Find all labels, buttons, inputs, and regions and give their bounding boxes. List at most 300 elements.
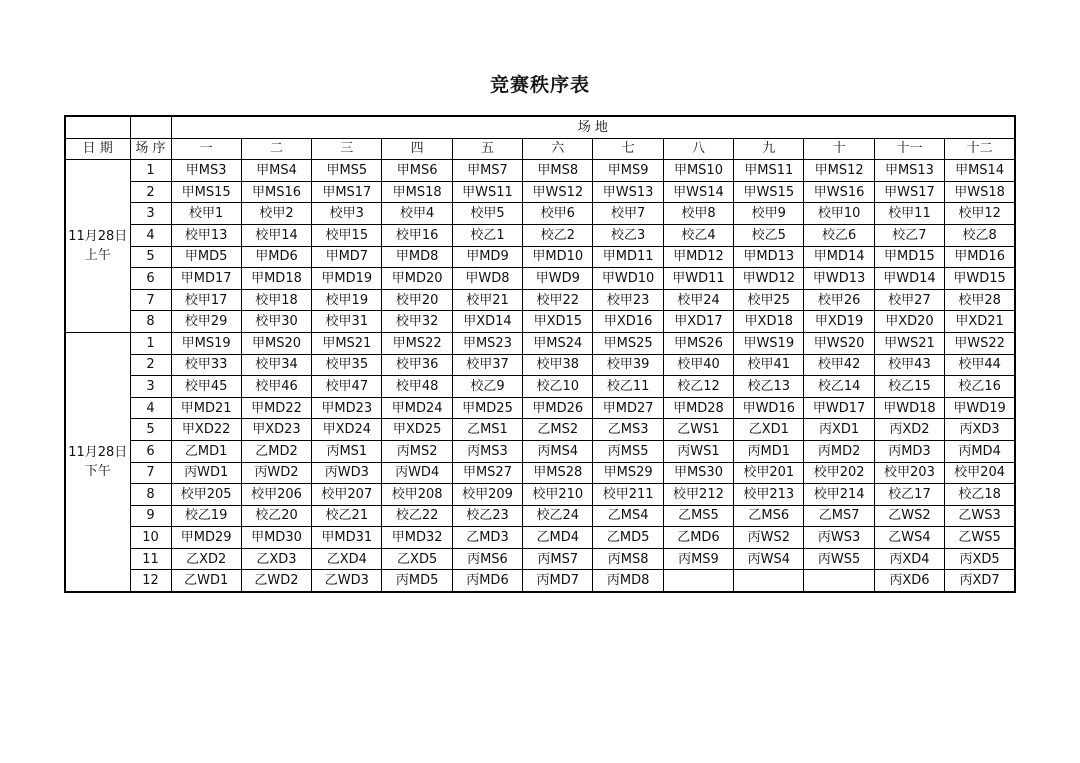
match-cell: 甲WS18 [945,181,1015,203]
match-cell: 甲MD28 [663,397,733,419]
match-cell: 校甲34 [241,354,311,376]
match-cell: 校乙14 [804,376,874,398]
match-cell: 甲MS19 [171,332,241,354]
match-cell: 甲XD25 [382,419,452,441]
match-cell: 丙XD6 [874,570,944,592]
match-cell: 甲MD25 [452,397,522,419]
schedule-row [65,268,1015,290]
match-cell: 校甲47 [312,376,382,398]
match-cell: 校甲38 [523,354,593,376]
match-cell: 校甲24 [663,289,733,311]
schedule-row [65,548,1015,570]
match-cell: 甲WS19 [734,332,804,354]
match-cell: 甲MD30 [241,527,311,549]
match-cell: 校乙15 [874,376,944,398]
match-cell: 甲MD16 [945,246,1015,268]
match-cell: 乙MS2 [523,419,593,441]
match-cell: 甲MS7 [452,160,522,182]
match-cell: 甲WD13 [804,268,874,290]
match-cell: 甲XD15 [523,311,593,333]
match-cell: 甲WD11 [663,268,733,290]
order-number: 10 [130,527,171,549]
schedule-row [65,332,1015,354]
match-cell: 甲WD12 [734,268,804,290]
match-cell: 乙XD1 [734,419,804,441]
match-cell: 甲MS25 [593,332,663,354]
match-cell: 校甲210 [523,484,593,506]
match-cell: 甲WS13 [593,181,663,203]
match-cell: 校乙20 [241,505,311,527]
match-cell: 乙WS3 [945,505,1015,527]
match-cell: 丙WD4 [382,462,452,484]
match-cell: 丙MS8 [593,548,663,570]
match-cell: 校乙5 [734,224,804,246]
match-cell: 丙XD7 [945,570,1015,592]
match-cell: 乙MD2 [241,440,311,462]
match-cell: 校甲28 [945,289,1015,311]
match-cell: 甲MS24 [523,332,593,354]
order-number: 2 [130,354,171,376]
schedule-row [65,505,1015,527]
schedule-row [65,311,1015,333]
match-cell: 丙WS1 [663,440,733,462]
session-period: 下午 [84,464,111,479]
match-cell: 甲MS15 [171,181,241,203]
match-cell: 校甲214 [804,484,874,506]
venue-header: 场 地 [171,116,1015,138]
match-cell: 校甲203 [874,462,944,484]
order-number: 7 [130,462,171,484]
match-cell: 丙MD4 [945,440,1015,462]
match-cell: 校甲212 [663,484,733,506]
match-cell: 甲XD18 [734,311,804,333]
match-cell: 甲MS26 [663,332,733,354]
court-header: 九 [734,138,804,160]
match-cell: 甲MD32 [382,527,452,549]
match-cell: 甲XD20 [874,311,944,333]
match-cell: 丙MD2 [804,440,874,462]
court-header: 二 [241,138,311,160]
blank-header-cell [130,116,171,138]
match-cell: 校乙17 [874,484,944,506]
match-cell: 校乙2 [523,224,593,246]
match-cell: 校甲11 [874,203,944,225]
match-cell: 校甲10 [804,203,874,225]
match-cell: 校甲46 [241,376,311,398]
match-cell: 校甲20 [382,289,452,311]
match-cell: 校甲4 [382,203,452,225]
match-cell: 丙WD2 [241,462,311,484]
match-cell: 甲MD9 [452,246,522,268]
order-number: 5 [130,419,171,441]
match-cell: 甲MS6 [382,160,452,182]
match-cell: 丙MD3 [874,440,944,462]
schedule-row [65,484,1015,506]
match-cell: 丙MS3 [452,440,522,462]
match-cell: 校甲12 [945,203,1015,225]
match-cell: 甲MD29 [171,527,241,549]
match-cell: 校甲33 [171,354,241,376]
match-cell: 校甲3 [312,203,382,225]
order-number: 3 [130,376,171,398]
match-cell: 甲MS16 [241,181,311,203]
match-cell: 乙MD6 [663,527,733,549]
match-cell: 丙MS7 [523,548,593,570]
match-cell: 校甲23 [593,289,663,311]
match-cell: 甲MS5 [312,160,382,182]
match-cell: 乙MD4 [523,527,593,549]
match-cell: 甲WS20 [804,332,874,354]
match-cell: 校乙7 [874,224,944,246]
order-number: 11 [130,548,171,570]
match-cell: 丙WS2 [734,527,804,549]
match-cell: 校甲14 [241,224,311,246]
page-title: 竞赛秩序表 [489,74,590,96]
match-cell: 校甲206 [241,484,311,506]
match-cell: 甲WD16 [734,397,804,419]
match-cell: 校甲26 [804,289,874,311]
match-cell: 乙MS5 [663,505,733,527]
court-header: 四 [382,138,452,160]
match-cell: 甲MS20 [241,332,311,354]
match-cell: 甲MS8 [523,160,593,182]
match-cell: 校乙22 [382,505,452,527]
match-cell: 丙WS5 [804,548,874,570]
match-cell: 丙MS2 [382,440,452,462]
court-header: 八 [663,138,733,160]
schedule-row [65,160,1015,182]
match-cell: 校甲41 [734,354,804,376]
court-header-row [65,138,1015,160]
match-cell: 校甲18 [241,289,311,311]
match-cell: 校乙6 [804,224,874,246]
match-cell: 甲MD19 [312,268,382,290]
match-cell: 甲MS9 [593,160,663,182]
match-cell: 甲WS11 [452,181,522,203]
match-cell: 校甲202 [804,462,874,484]
match-cell: 校甲2 [241,203,311,225]
match-cell: 乙MS7 [804,505,874,527]
match-cell: 校甲30 [241,311,311,333]
match-cell: 丙MS5 [593,440,663,462]
match-cell: 校甲42 [804,354,874,376]
match-cell: 甲MS29 [593,462,663,484]
session-date-cell [65,332,130,592]
match-cell: 甲MS10 [663,160,733,182]
match-cell: 校甲36 [382,354,452,376]
order-number: 1 [130,332,171,354]
order-header: 场 序 [130,138,171,160]
match-cell: 校甲17 [171,289,241,311]
match-cell: 丙WD1 [171,462,241,484]
match-cell: 乙WS2 [874,505,944,527]
match-cell: 校甲39 [593,354,663,376]
match-cell: 乙MS6 [734,505,804,527]
court-header: 七 [593,138,663,160]
match-cell: 丙WS4 [734,548,804,570]
schedule-row [65,440,1015,462]
order-number: 2 [130,181,171,203]
match-cell: 校乙19 [171,505,241,527]
court-header: 五 [452,138,522,160]
match-cell: 丙XD4 [874,548,944,570]
match-cell: 甲XD16 [593,311,663,333]
match-cell: 乙MD1 [171,440,241,462]
match-cell: 校甲40 [663,354,733,376]
match-cell: 丙MS9 [663,548,733,570]
match-cell: 校乙10 [523,376,593,398]
match-cell: 甲MD17 [171,268,241,290]
session-period: 上午 [84,248,111,264]
match-cell: 甲MS27 [452,462,522,484]
match-cell: 甲WS21 [874,332,944,354]
match-cell: 校甲7 [593,203,663,225]
match-cell: 乙WS4 [874,527,944,549]
match-cell: 校甲22 [523,289,593,311]
match-cell: 校甲37 [452,354,522,376]
court-header: 三 [312,138,382,160]
match-cell: 甲WS12 [523,181,593,203]
order-number: 9 [130,505,171,527]
match-cell: 甲MD21 [171,397,241,419]
match-cell: 丙MS6 [452,548,522,570]
match-cell: 丙MD8 [593,570,663,592]
schedule-row [65,203,1015,225]
match-cell: 甲MS22 [382,332,452,354]
match-cell: 乙XD3 [241,548,311,570]
match-cell: 甲MD13 [734,246,804,268]
match-cell: 乙MS4 [593,505,663,527]
order-number: 5 [130,246,171,268]
court-header: 六 [523,138,593,160]
match-cell: 甲MD10 [523,246,593,268]
match-cell: 甲MD18 [241,268,311,290]
session-date-cell [65,160,130,333]
match-cell: 甲MS3 [171,160,241,182]
match-cell: 乙MS1 [452,419,522,441]
schedule-row [65,570,1015,592]
order-number: 4 [130,224,171,246]
match-cell: 校甲9 [734,203,804,225]
match-cell: 甲MD6 [241,246,311,268]
date-header: 日 期 [65,138,130,160]
order-number: 8 [130,311,171,333]
match-cell: 甲MD20 [382,268,452,290]
match-cell: 甲MD26 [523,397,593,419]
match-cell: 甲WD14 [874,268,944,290]
venue-header-row [65,116,1015,138]
court-header: 十 [804,138,874,160]
match-cell: 校乙1 [452,224,522,246]
match-cell: 丙MS4 [523,440,593,462]
match-cell: 甲MS13 [874,160,944,182]
order-number: 8 [130,484,171,506]
court-header: 一 [171,138,241,160]
match-cell: 丙MD5 [382,570,452,592]
match-cell: 校乙21 [312,505,382,527]
match-cell: 校甲27 [874,289,944,311]
match-cell: 校甲207 [312,484,382,506]
match-cell: 甲MS30 [663,462,733,484]
match-cell: 校乙12 [663,376,733,398]
match-cell: 甲XD17 [663,311,733,333]
match-cell: 丙MS1 [312,440,382,462]
match-cell: 甲MD11 [593,246,663,268]
match-cell: 甲WD18 [874,397,944,419]
match-cell: 校乙18 [945,484,1015,506]
schedule-row [65,181,1015,203]
match-cell: 乙WS1 [663,419,733,441]
match-cell: 甲MD15 [874,246,944,268]
match-cell: 丙XD3 [945,419,1015,441]
match-cell: 甲MD24 [382,397,452,419]
match-cell: 校甲16 [382,224,452,246]
order-number: 7 [130,289,171,311]
match-cell: 甲MD14 [804,246,874,268]
match-cell: 甲MS12 [804,160,874,182]
match-cell: 甲MD12 [663,246,733,268]
match-cell: 甲WD10 [593,268,663,290]
match-cell: 甲MD23 [312,397,382,419]
match-cell: 校甲201 [734,462,804,484]
session-date: 11月28日 [68,445,128,460]
match-cell: 校甲48 [382,376,452,398]
match-cell: 校乙13 [734,376,804,398]
match-cell: 校甲21 [452,289,522,311]
match-cell: 甲MS21 [312,332,382,354]
match-cell: 甲WD19 [945,397,1015,419]
schedule-row [65,224,1015,246]
match-cell: 校甲1 [171,203,241,225]
court-header: 十二 [945,138,1015,160]
match-cell: 校甲15 [312,224,382,246]
match-cell: 甲MS11 [734,160,804,182]
match-cell: 校甲204 [945,462,1015,484]
schedule-row [65,462,1015,484]
match-cell: 乙WD1 [171,570,241,592]
match-cell: 校甲19 [312,289,382,311]
match-cell: 校乙3 [593,224,663,246]
match-cell: 甲MD22 [241,397,311,419]
schedule-row [65,376,1015,398]
schedule-row [65,354,1015,376]
match-cell: 丙XD1 [804,419,874,441]
match-cell: 校甲13 [171,224,241,246]
match-cell: 校甲209 [452,484,522,506]
match-cell: 甲MS14 [945,160,1015,182]
match-cell: 乙XD2 [171,548,241,570]
match-cell: 甲XD24 [312,419,382,441]
match-cell: 校甲45 [171,376,241,398]
match-cell: 丙XD2 [874,419,944,441]
match-cell: 乙XD4 [312,548,382,570]
match-cell: 甲XD19 [804,311,874,333]
match-cell: 校甲44 [945,354,1015,376]
match-cell: 甲MS18 [382,181,452,203]
match-cell: 丙XD5 [945,548,1015,570]
match-cell: 校甲31 [312,311,382,333]
match-cell: 甲MD8 [382,246,452,268]
match-cell: 校乙11 [593,376,663,398]
session-date: 11月28日 [68,229,128,245]
schedule-row [65,419,1015,441]
match-cell: 校甲208 [382,484,452,506]
match-cell: 甲WS15 [734,181,804,203]
match-cell: 丙WS3 [804,527,874,549]
match-cell: 甲WS22 [945,332,1015,354]
match-cell: 校乙23 [452,505,522,527]
match-cell: 丙WD3 [312,462,382,484]
match-cell [663,570,733,592]
match-cell: 甲MD7 [312,246,382,268]
match-cell: 校甲32 [382,311,452,333]
match-cell: 甲WS17 [874,181,944,203]
match-cell: 乙MD5 [593,527,663,549]
match-cell: 甲WD15 [945,268,1015,290]
order-number: 4 [130,397,171,419]
schedule-row [65,246,1015,268]
match-cell: 校甲5 [452,203,522,225]
court-header: 十一 [874,138,944,160]
match-cell: 校甲25 [734,289,804,311]
match-cell: 丙MD1 [734,440,804,462]
match-cell: 校乙16 [945,376,1015,398]
match-cell: 校甲43 [874,354,944,376]
match-cell: 校乙24 [523,505,593,527]
match-cell [734,570,804,592]
match-cell: 乙MD3 [452,527,522,549]
match-cell: 校乙4 [663,224,733,246]
match-cell: 乙WD3 [312,570,382,592]
match-cell: 校甲6 [523,203,593,225]
order-number: 6 [130,440,171,462]
match-cell: 甲XD21 [945,311,1015,333]
match-cell: 甲MD27 [593,397,663,419]
schedule-row [65,289,1015,311]
order-number: 12 [130,570,171,592]
match-cell: 校甲213 [734,484,804,506]
match-cell: 甲XD22 [171,419,241,441]
match-cell: 甲MS17 [312,181,382,203]
schedule-row [65,527,1015,549]
match-cell: 甲WD17 [804,397,874,419]
match-cell: 甲XD14 [452,311,522,333]
match-cell: 甲WS14 [663,181,733,203]
match-cell: 丙MD7 [523,570,593,592]
schedule-row [65,397,1015,419]
match-cell: 乙WS5 [945,527,1015,549]
match-cell: 校甲205 [171,484,241,506]
match-cell: 校乙8 [945,224,1015,246]
match-cell: 甲MS28 [523,462,593,484]
match-cell [804,570,874,592]
order-number: 3 [130,203,171,225]
match-cell: 甲MS4 [241,160,311,182]
match-cell: 甲XD23 [241,419,311,441]
order-number: 6 [130,268,171,290]
match-cell: 丙MD6 [452,570,522,592]
match-cell: 校甲29 [171,311,241,333]
match-cell: 校乙9 [452,376,522,398]
match-cell: 校甲211 [593,484,663,506]
match-cell: 乙MS3 [593,419,663,441]
match-cell: 甲WS16 [804,181,874,203]
match-cell: 甲MS23 [452,332,522,354]
match-cell: 甲WD8 [452,268,522,290]
match-cell: 甲MD31 [312,527,382,549]
match-cell: 甲WD9 [523,268,593,290]
blank-header-cell [65,116,130,138]
